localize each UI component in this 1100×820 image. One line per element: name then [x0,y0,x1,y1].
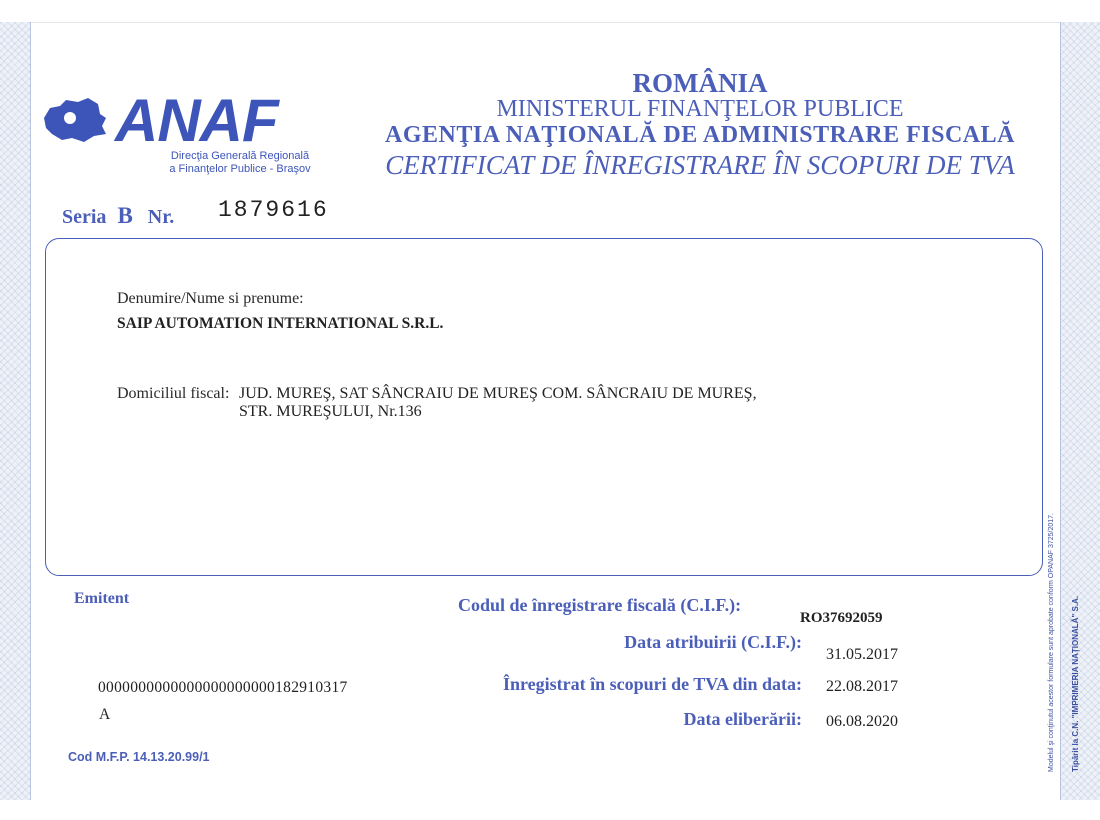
anaf-logo [40,87,340,182]
vat-registered-date: 22.08.2017 [826,678,898,695]
country-heading: ROMÂNIA [632,68,768,98]
ministry-heading: MINISTERUL FINANŢELOR PUBLICE [496,96,904,122]
logo-subtitle [140,150,340,176]
cif-value: RO37692059 [800,610,883,626]
form-code: Cod M.F.P. 14.13.20.99/1 [68,750,210,764]
series-number: 1879616 [218,197,329,223]
issue-date-label: Data eliberării: [683,709,802,729]
name-label: Denumire/Nume si prenume: [117,290,304,307]
seria-letter: B [117,203,133,228]
vat-registered-label: Înregistrat în scopuri de TVA din data: [502,674,802,694]
cif-label: Codul de înregistrare fiscală (C.I.F.): [458,595,742,615]
approval-note: Modelul şi conţinutul acestor formulare sunt aprobate conform OPANAF 3725/2017. [1048,512,1055,772]
emitent-label: Emitent [74,590,130,607]
attribution-date-label: Data atribuirii (C.I.F.): [624,632,802,652]
printer-note: Tipărit la C.N. "IMPRIMERIA NAŢIONALĂ" S.A. [1071,595,1080,772]
romania-map-icon [40,96,110,144]
seria-label: Seria [62,206,107,228]
address-line-2: STR. MUREŞULUI, Nr.136 [239,403,422,420]
attribution-date: 31.05.2017 [826,646,898,663]
nr-label: Nr. [147,206,175,228]
right-security-border [1060,22,1100,800]
series-line [62,203,174,229]
emitent-letter: A [99,706,111,723]
logo-wordmark: ANAF [115,87,278,154]
holder-name: SAIP AUTOMATION INTERNATIONAL S.R.L. [117,315,444,332]
emitent-code: 0000000000000000000000182910317 [98,679,348,696]
agency-heading: AGENŢIA NAŢIONALĂ DE ADMINISTRARE FISCALĂ [385,122,1015,148]
logo-subtitle-line2: a Finanţelor Publice - Braşov [169,163,311,175]
certificate-title: CERTIFICAT DE ÎNREGISTRARE ÎN SCOPURI DE TVA [385,150,1015,180]
address-label: Domiciliul fiscal: [117,385,230,402]
left-security-border [0,22,31,800]
issue-date: 06.08.2020 [826,713,898,730]
logo-subtitle-line1: Direcţia Generală Regională [170,150,310,162]
address-line-1: JUD. MUREŞ, SAT SÂNCRAIU DE MUREŞ COM. SÂNCRAIU DE MUREŞ, [239,385,757,402]
holder-box [45,238,1043,576]
